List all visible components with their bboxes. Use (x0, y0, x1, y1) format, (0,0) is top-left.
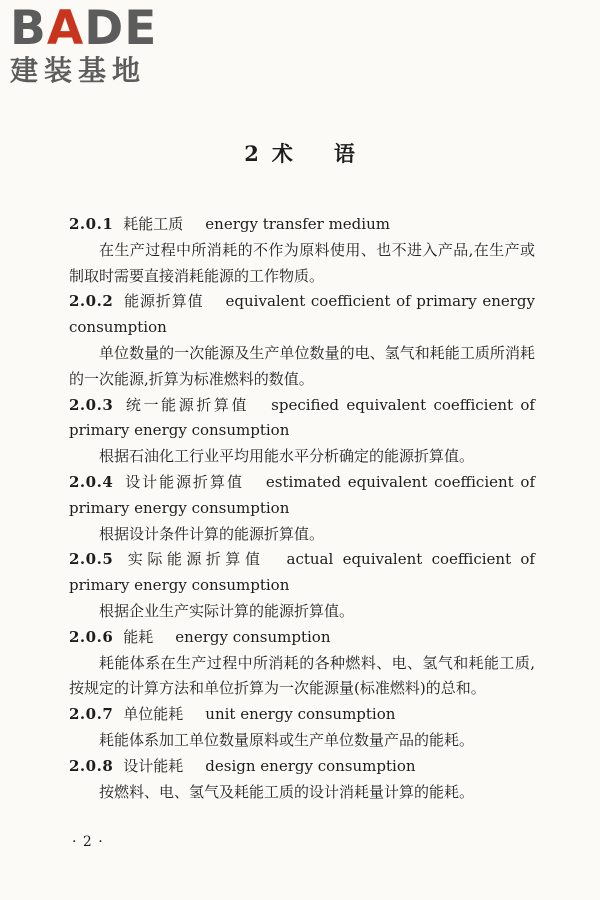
term-name-en: unit energy consumption (205, 705, 396, 724)
term-entry (69, 289, 535, 392)
logo-chinese-text: 建装基地 (10, 54, 147, 87)
chapter-title (0, 138, 600, 168)
term-heading (69, 625, 535, 651)
term-entry (69, 393, 535, 470)
term-number: 2.0.3 (69, 395, 114, 414)
term-name-en: energy transfer medium (205, 215, 390, 233)
logo-letters-de: DE (84, 1, 158, 56)
term-heading (69, 547, 535, 599)
term-name-en: design energy consumption (205, 756, 416, 775)
term-entry (69, 547, 535, 624)
term-entry (69, 470, 535, 547)
bade-logo (10, 1, 180, 88)
term-definition: 在生产过程中所消耗的不作为原料使用、也不进入产品,在生产或制取时需要直接消耗能源的工作物质。 (69, 240, 535, 285)
term-name-cn: 设计能耗 (123, 756, 184, 775)
term-name-en: specified equivalent coefficient of primary energy consumption (69, 395, 535, 440)
term-heading (69, 470, 535, 522)
term-name-cn: 能耗 (123, 627, 154, 646)
logo-letter-a: A (46, 1, 85, 56)
term-number: 2.0.1 (69, 215, 114, 233)
term-entry (69, 625, 535, 702)
term-name-cn: 能源折算值 (123, 292, 204, 311)
term-number: 2.0.4 (69, 472, 114, 491)
term-name-en: estimated equivalent coefficient of primary energy consumption (69, 472, 535, 517)
term-heading (69, 754, 535, 780)
term-name-cn: 设计能源折算值 (123, 472, 244, 491)
term-name-cn: 耗能工质 (123, 215, 184, 233)
term-name-en: actual equivalent coefficient of primary energy consumption (69, 550, 535, 595)
term-definition: 单位数量的一次能源及生产单位数量的电、氢气和耗能工质所消耗的一次能源,折算为标准燃料的数值。 (69, 343, 535, 388)
term-number: 2.0.7 (69, 705, 114, 724)
term-heading (69, 702, 535, 728)
term-entry (69, 702, 535, 754)
term-definition: 根据设计条件计算的能源折算值。 (99, 524, 325, 543)
term-name-cn: 实际能源折算值 (123, 550, 265, 569)
term-number: 2.0.2 (69, 292, 114, 311)
term-name-en: equivalent coefficient of primary energy consumption (69, 292, 535, 337)
term-heading (69, 289, 535, 341)
term-name-en: energy consumption (175, 627, 331, 646)
term-number: 2.0.5 (69, 550, 114, 569)
term-entry (69, 754, 535, 806)
term-number: 2.0.8 (69, 756, 114, 775)
term-entry (69, 212, 535, 289)
term-name-cn: 统一能源折算值 (123, 395, 250, 414)
terms-list (69, 212, 535, 805)
logo-letter-b: B (10, 1, 47, 56)
chapter-title-char-1: 术 (271, 141, 294, 166)
logo-wordmark (10, 1, 180, 56)
term-heading (69, 393, 535, 445)
term-heading (69, 212, 535, 238)
term-name-cn: 单位能耗 (123, 705, 184, 724)
term-definition: 耗能体系加工单位数量原料或生产单位数量产品的能耗。 (99, 730, 475, 749)
term-definition: 根据企业生产实际计算的能源折算值。 (99, 601, 355, 620)
term-definition: 根据石油化工行业平均用能水平分析确定的能源折算值。 (99, 447, 475, 466)
chapter-number: 2 (244, 141, 260, 166)
term-definition: 按燃料、电、氢气及耗能工质的设计消耗量计算的能耗。 (99, 782, 475, 801)
term-definition: 耗能体系在生产过程中所消耗的各种燃料、电、氢气和耗能工质,按规定的计算方法和单位折算为一次能源量(标准燃料)的总和。 (69, 653, 535, 698)
chapter-title-char-2: 语 (333, 141, 356, 166)
term-number: 2.0.6 (69, 627, 114, 646)
page-number: · 2 · (72, 834, 104, 850)
